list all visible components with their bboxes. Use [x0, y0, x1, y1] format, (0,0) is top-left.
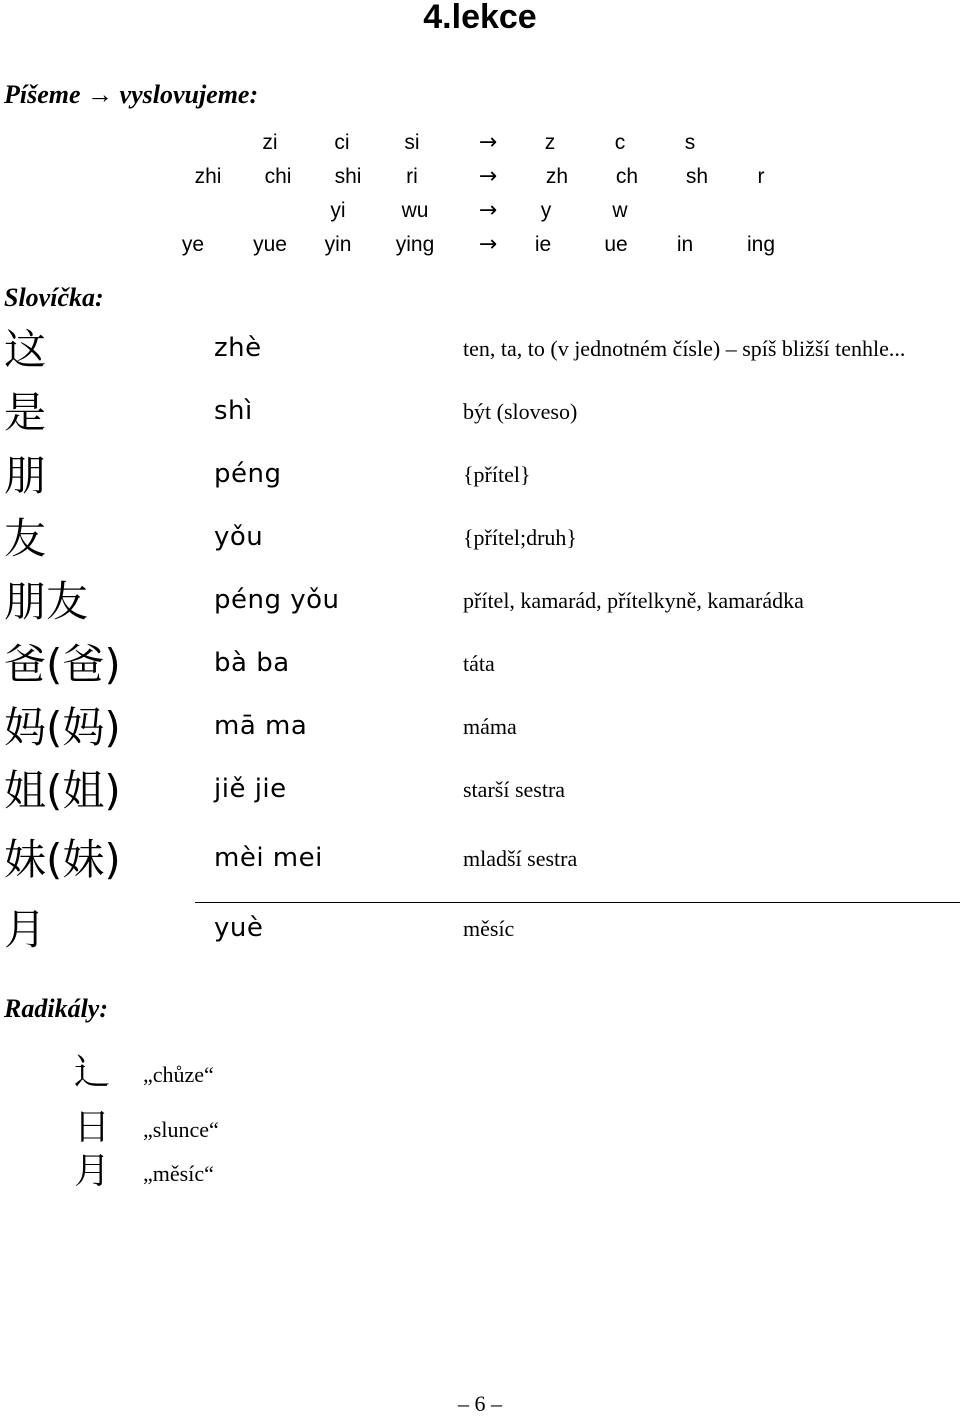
pronunciation-syllable: zh: [545, 165, 569, 188]
radicals-heading: Radikály:: [4, 994, 108, 1023]
vocab-hanzi: 朋友: [4, 577, 89, 626]
radical-meaning: „slunce“: [143, 1117, 219, 1142]
pronunciation-syllable: in: [676, 233, 694, 256]
spelling-syllable: wu: [401, 199, 429, 222]
vocab-pinyin: jiě jie: [214, 774, 287, 804]
radical-glyph: 辶: [74, 1052, 111, 1093]
spelling-syllable: yue: [253, 233, 287, 256]
spelling-syllable: zhi: [194, 165, 222, 188]
pronunciation-syllable: sh: [685, 165, 709, 188]
vocab-meaning: ten, ta, to (v jednotném čísle) – spíš bližší tenhle...: [463, 336, 906, 361]
vocab-pinyin: yǒu: [214, 522, 264, 552]
vocab-meaning: {přítel}: [463, 462, 531, 487]
vocab-hanzi: 是: [4, 388, 47, 437]
vocab-meaning: starší sestra: [463, 777, 566, 802]
pronunciation-syllable: w: [612, 199, 628, 222]
page-number: – 6 –: [458, 1391, 502, 1416]
pronunciation-syllable: ue: [604, 233, 628, 256]
vocab-hanzi: 月: [4, 905, 47, 954]
vocab-hanzi: 朋: [4, 451, 47, 500]
spelling-syllable: ri: [406, 165, 418, 188]
vocab-pinyin: mā ma: [214, 711, 308, 741]
vocab-pinyin: zhè: [214, 333, 262, 363]
pronunciation-syllable: z: [544, 131, 556, 154]
arrow-icon: →: [478, 198, 498, 223]
radical-glyph: 日: [74, 1107, 111, 1148]
spelling-syllable: si: [404, 131, 420, 154]
vocab-hanzi: 友: [4, 514, 47, 563]
radical-meaning: „měsíc“: [143, 1161, 214, 1186]
page-title: 4.lekce: [423, 0, 537, 36]
vocab-hanzi: 这: [4, 325, 47, 374]
vocab-hanzi: 姐(姐): [4, 766, 121, 815]
spelling-syllable: ying: [395, 233, 435, 256]
radical-glyph: 月: [74, 1151, 111, 1192]
pronunciation-syllable: r: [757, 165, 765, 188]
spelling-syllable: shi: [334, 165, 362, 188]
vocab-pinyin: mèi mei: [214, 843, 323, 873]
pronunciation-syllable: ie: [534, 233, 552, 256]
vocab-pinyin: péng yǒu: [214, 585, 340, 615]
pronunciation-syllable: c: [614, 131, 626, 154]
vocab-meaning: {přítel;druh}: [463, 525, 577, 550]
divider-line: [195, 902, 960, 903]
arrow-icon: →: [478, 164, 498, 189]
pronunciation-syllable: y: [540, 199, 552, 222]
vocab-meaning: přítel, kamarád, přítelkyně, kamarádka: [463, 588, 804, 613]
pronunciation-syllable: ch: [615, 165, 639, 188]
writing-heading: Píšeme → vyslovujeme:: [4, 80, 259, 109]
vocab-meaning: táta: [463, 651, 495, 676]
vocab-meaning: měsíc: [463, 916, 515, 941]
spelling-syllable: chi: [264, 165, 292, 188]
radical-meaning: „chůze“: [143, 1062, 214, 1087]
spelling-syllable: ci: [334, 131, 350, 154]
vocab-pinyin: bà ba: [214, 648, 290, 678]
arrow-icon: →: [478, 130, 498, 155]
vocab-hanzi: 妹(妹): [4, 835, 121, 884]
spelling-syllable: yi: [330, 199, 346, 222]
spelling-syllable: ye: [181, 233, 205, 256]
spelling-syllable: yin: [324, 233, 352, 256]
pronunciation-syllable: ing: [746, 233, 776, 256]
spelling-syllable: zi: [262, 131, 278, 154]
vocab-meaning: být (sloveso): [463, 399, 578, 424]
arrow-icon: →: [478, 232, 498, 257]
vocab-pinyin: péng: [214, 459, 282, 489]
vocab-hanzi: 爸(爸): [4, 640, 121, 689]
pronunciation-syllable: s: [684, 131, 696, 154]
vocabulary-heading: Slovíčka:: [4, 283, 104, 312]
vocab-meaning: máma: [463, 714, 517, 739]
vocab-meaning: mladší sestra: [463, 846, 578, 871]
vocab-hanzi: 妈(妈): [4, 703, 121, 752]
vocab-pinyin: shì: [214, 396, 253, 426]
vocab-pinyin: yuè: [214, 913, 264, 943]
